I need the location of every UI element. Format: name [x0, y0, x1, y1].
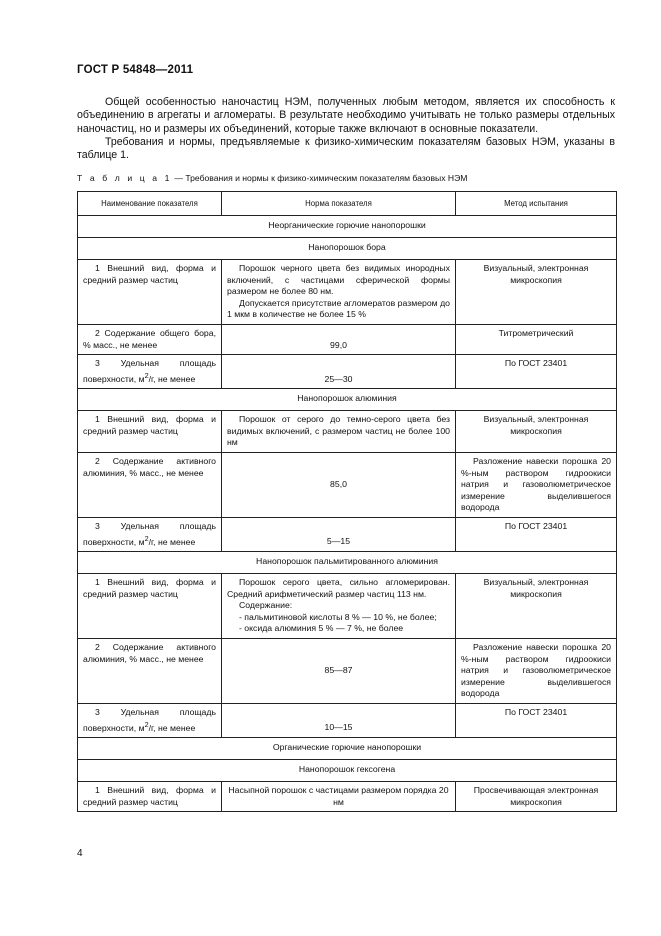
col-header-method: Метод испытания — [456, 192, 617, 216]
cell-method: Визуальный, электронная микроскопия — [456, 411, 617, 453]
cell-norm: Порошок от серого до темно-серого цвета без видимых включений, с размером частиц не более 100 нм — [222, 411, 456, 453]
cell-name: 1 Внешний вид, форма и средний размер частиц — [78, 574, 222, 639]
section-row: Нанопорошок пальмитированного алюминия — [78, 552, 617, 574]
cell-norm: 85—87 — [222, 639, 456, 704]
table-caption: Т а б л и ц а 1 — Требования и нормы к физико-химическим показателям базовых НЭМ — [77, 173, 468, 183]
table-row — [78, 639, 617, 704]
table-row — [78, 411, 617, 453]
section-row: Неорганические горючие нанопорошки — [78, 216, 617, 238]
section-row: Нанопорошок бора — [78, 238, 617, 260]
cell-method: По ГОСТ 23401 — [456, 704, 617, 738]
cell-norm: Насыпной порошок с частицами размером порядка 20 нм — [222, 782, 456, 812]
cell-method: Просвечивающая электронная микроскопия — [456, 782, 617, 812]
cell-norm: 85,0 — [222, 453, 456, 518]
cell-norm: Порошок серого цвета, сильно агломерирован. Средний арифметический размер частиц 113 нм. Содержание: - пальмитиновой кислоты 8 % — 10 %, не более; - оксида алюминия 5 % — 7 %, не более — [222, 574, 456, 639]
cell-name: 3 Удельная площадь поверхности, $м^2/г$, не менее — [78, 517, 222, 551]
table-header-row — [78, 192, 617, 216]
cell-norm: 10—15 — [222, 704, 456, 738]
col-header-norm: Норма показателя — [222, 192, 456, 216]
cell-method: По ГОСТ 23401 — [456, 355, 617, 389]
cell-name: 1 Внешний вид, форма и средний размер частиц — [78, 260, 222, 325]
section-row: Органические горючие нанопорошки — [78, 738, 617, 760]
table-row — [78, 453, 617, 518]
cell-norm: 99,0 — [222, 324, 456, 354]
document-header: ГОСТ Р 54848—2011 — [77, 64, 194, 76]
table-row — [78, 260, 617, 325]
cell-norm: 5—15 — [222, 517, 456, 551]
table-row — [78, 517, 617, 551]
cell-method: Разложение навески порошка 20 %-ным раствором гидроокиси натрия и газоволюметрическое измерение выделившегося водорода — [456, 453, 617, 518]
cell-method: Титрометрический — [456, 324, 617, 354]
intro-paragraph-1: Общей особенностью наночастиц НЭМ, полученных любым методом, является их способность к объединению в агрегаты и агломераты. В результате необходимо учитывать не только размеры отдельных наночастиц, но и размеры их объединений, которые также включают в основные показатели. — [77, 96, 615, 135]
section-row: Нанопорошок алюминия — [78, 389, 617, 411]
cell-method: Разложение навески порошка 20 %-ным раствором гидроокиси натрия и газоволюметрическое измерение выделившегося водорода — [456, 639, 617, 704]
page-number: 4 — [77, 848, 83, 859]
table-row — [78, 704, 617, 738]
intro-paragraph-2: Требования и нормы, предъявляемые к физико-химическим показателям базовых НЭМ, указаны в таблице 1. — [77, 136, 615, 162]
cell-name: 1 Внешний вид, форма и средний размер частиц — [78, 411, 222, 453]
table-row — [78, 324, 617, 354]
table-row — [78, 782, 617, 812]
col-header-name: Наименование показателя — [78, 192, 222, 216]
cell-name: 3 Удельная площадь поверхности, $м^2/г$, не менее — [78, 704, 222, 738]
cell-method: Визуальный, электронная микроскопия — [456, 260, 617, 325]
cell-name: 3 Удельная площадь поверхности, $м^2/г$, не менее — [78, 355, 222, 389]
cell-norm: 25—30 — [222, 355, 456, 389]
table-row — [78, 574, 617, 639]
cell-norm: Порошок черного цвета без видимых инородных включений, с частицами сферической формы размером не более 80 нм. Допускается присутствие агломератов размером до 1 мкм в количестве не более 15 % — [222, 260, 456, 325]
cell-method: Визуальный, электронная микроскопия — [456, 574, 617, 639]
cell-method: По ГОСТ 23401 — [456, 517, 617, 551]
cell-name: 2 Содержание активного алюминия, % масс., не менее — [78, 639, 222, 704]
requirements-table — [77, 191, 617, 812]
cell-name: 1 Внешний вид, форма и средний размер частиц — [78, 782, 222, 812]
table-row — [78, 355, 617, 389]
cell-name: 2 Содержание активного алюминия, % масс., не менее — [78, 453, 222, 518]
cell-name: 2 Содержание общего бора, % масс., не менее — [78, 324, 222, 354]
section-row: Нанопорошок гексогена — [78, 760, 617, 782]
